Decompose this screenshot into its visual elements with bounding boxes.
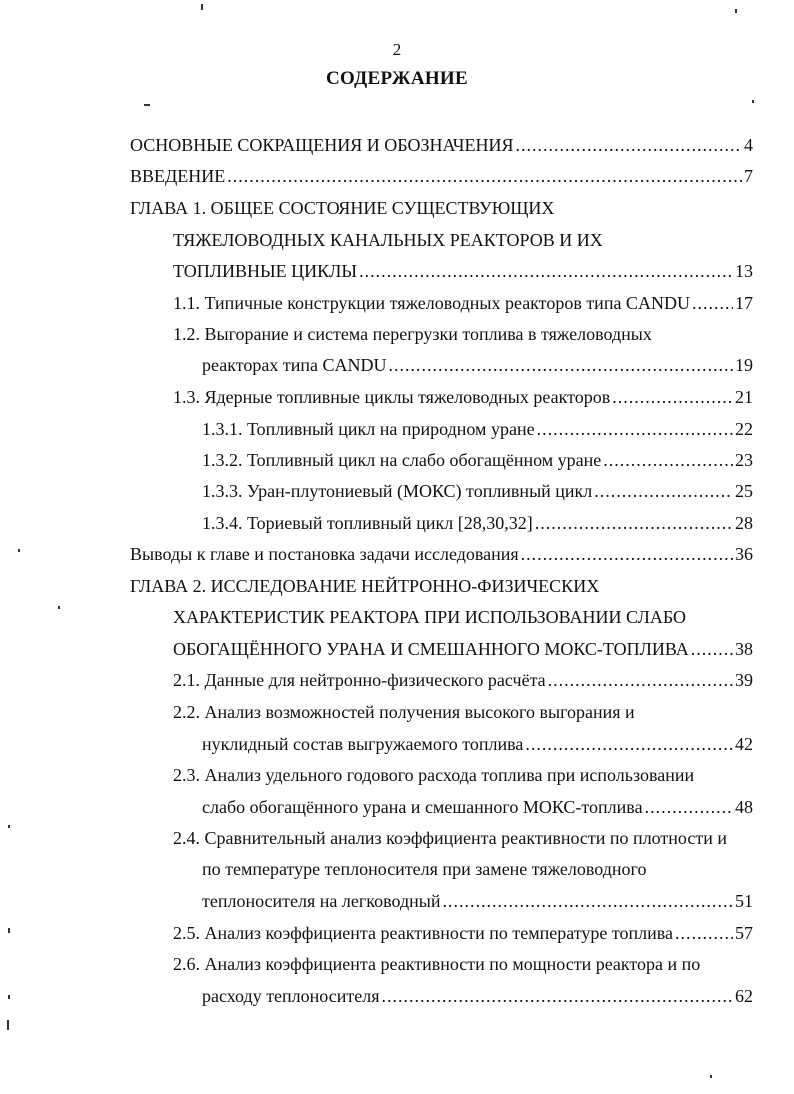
toc-page-number: 48 — [735, 797, 753, 817]
toc-entry-1-3-2[interactable]: 1.3.2. Топливный цикл на слабо обогащённом уране ..... 23 — [202, 449, 753, 471]
toc-entry-2-6-line-2[interactable]: расходу теплоносителя ..... 62 — [202, 985, 753, 1007]
toc-page-number: 39 — [735, 670, 753, 690]
toc-entry-chapter-1-conclusions[interactable]: Выводы к главе и постановка задачи исследования ..... 36 — [130, 543, 753, 565]
toc-page-number: 62 — [735, 986, 753, 1006]
toc-entry-2-4-line-3[interactable]: теплоносителя на легководный ..... 51 — [202, 890, 753, 912]
toc-entry-introduction[interactable]: ВВЕДЕНИЕ ..... 7 — [130, 165, 753, 187]
scan-speck — [8, 995, 10, 999]
scan-speck — [752, 100, 754, 103]
toc-entry-2-6-line-1[interactable]: 2.6. Анализ коэффициента реактивности по мощности реактора и по — [173, 954, 701, 974]
page-title: СОДЕРЖАНИЕ — [326, 68, 468, 89]
toc-entry-2-1[interactable]: 2.1. Данные для нейтронно-физического расчёта ..... 39 — [173, 669, 753, 691]
toc-entry-2-2-line-1[interactable]: 2.2. Анализ возможностей получения высокого выгорания и — [173, 702, 635, 722]
toc-page-number: 19 — [735, 355, 753, 375]
scan-speck — [18, 549, 20, 552]
toc-entry-2-4-line-2[interactable]: по температуре теплоносителя при замене тяжеловодного — [202, 859, 647, 879]
toc-entry-2-3-line-2[interactable]: слабо обогащённого урана и смешанного МОКС-топлива ..... 48 — [202, 796, 753, 818]
toc-entry-1-2-line-1[interactable]: 1.2. Выгорание и система перегрузки топлива в тяжеловодных — [173, 324, 652, 344]
toc-page-number: 25 — [735, 481, 753, 501]
scan-speck — [144, 104, 150, 106]
toc-entry-2-4-line-1[interactable]: 2.4. Сравнительный анализ коэффициента реактивности по плотности и — [173, 828, 728, 848]
toc-entry-chapter-2-line-1[interactable]: ГЛАВА 2. ИССЛЕДОВАНИЕ НЕЙТРОННО-ФИЗИЧЕСКИХ — [130, 576, 600, 596]
toc-page-number: 4 — [744, 135, 753, 155]
page-number: 2 — [392, 40, 402, 59]
toc-page-number: 57 — [735, 923, 753, 943]
toc-entry-chapter-1-line-1[interactable]: ГЛАВА 1. ОБЩЕЕ СОСТОЯНИЕ СУЩЕСТВУЮЩИХ — [130, 198, 555, 218]
scan-speck — [201, 4, 203, 10]
toc-page-number: 7 — [744, 166, 753, 186]
toc-page-number: 38 — [735, 639, 753, 659]
toc-entry-2-5[interactable]: 2.5. Анализ коэффициента реактивности по температуре топлива ..... 57 — [173, 922, 753, 944]
scan-speck — [735, 9, 737, 13]
toc-entry-1-1[interactable]: 1.1. Типичные конструкции тяжеловодных реакторов типа CANDU ..... 17 — [173, 292, 753, 314]
scan-speck — [58, 606, 60, 609]
toc-entry-chapter-1-line-3[interactable]: ТОПЛИВНЫЕ ЦИКЛЫ ..... 13 — [173, 260, 753, 282]
toc-entry-1-3[interactable]: 1.3. Ядерные топливные циклы тяжеловодных реакторов ..... 21 — [173, 386, 753, 408]
toc-page-number: 23 — [735, 450, 753, 470]
scan-speck — [8, 825, 10, 828]
toc-page-number: 17 — [735, 293, 753, 313]
toc-entry-1-2-line-2[interactable]: реакторах типа CANDU ..... 19 — [202, 354, 753, 376]
toc-page-number: 51 — [735, 891, 753, 911]
toc-entry-1-3-1[interactable]: 1.3.1. Топливный цикл на природном уране ..... 22 — [202, 418, 753, 440]
toc-page-number: 28 — [735, 513, 753, 533]
toc-entry-abbreviations[interactable]: ОСНОВНЫЕ СОКРАЩЕНИЯ И ОБОЗНАЧЕНИЯ ..... 4 — [130, 134, 753, 156]
toc-page-number: 21 — [735, 387, 753, 407]
toc-entry-1-3-4[interactable]: 1.3.4. Ториевый топливный цикл [28,30,32] ..... 28 — [202, 512, 753, 534]
scan-speck — [7, 1020, 9, 1030]
toc-page-number: 13 — [735, 261, 753, 281]
toc-entry-2-3-line-1[interactable]: 2.3. Анализ удельного годового расхода топлива при использовании — [173, 765, 695, 785]
toc-entry-2-2-line-2[interactable]: нуклидный состав выгружаемого топлива ..... 42 — [202, 733, 753, 755]
scan-speck — [8, 928, 10, 933]
toc-entry-chapter-1-line-2[interactable]: ТЯЖЕЛОВОДНЫХ КАНАЛЬНЫХ РЕАКТОРОВ И ИХ — [173, 230, 603, 250]
toc-page-number: 42 — [735, 734, 753, 754]
toc-page-number: 36 — [735, 544, 753, 564]
scan-speck — [710, 1075, 712, 1078]
toc-entry-1-3-3[interactable]: 1.3.3. Уран-плутониевый (МОКС) топливный цикл ..... 25 — [202, 480, 753, 502]
toc-page-number: 22 — [735, 419, 753, 439]
toc-entry-chapter-2-line-2[interactable]: ХАРАКТЕРИСТИК РЕАКТОРА ПРИ ИСПОЛЬЗОВАНИИ СЛАБО — [173, 607, 687, 627]
toc-entry-chapter-2-line-3[interactable]: ОБОГАЩЁННОГО УРАНА И СМЕШАННОГО МОКС-ТОПЛИВА ..... 38 — [173, 638, 753, 660]
